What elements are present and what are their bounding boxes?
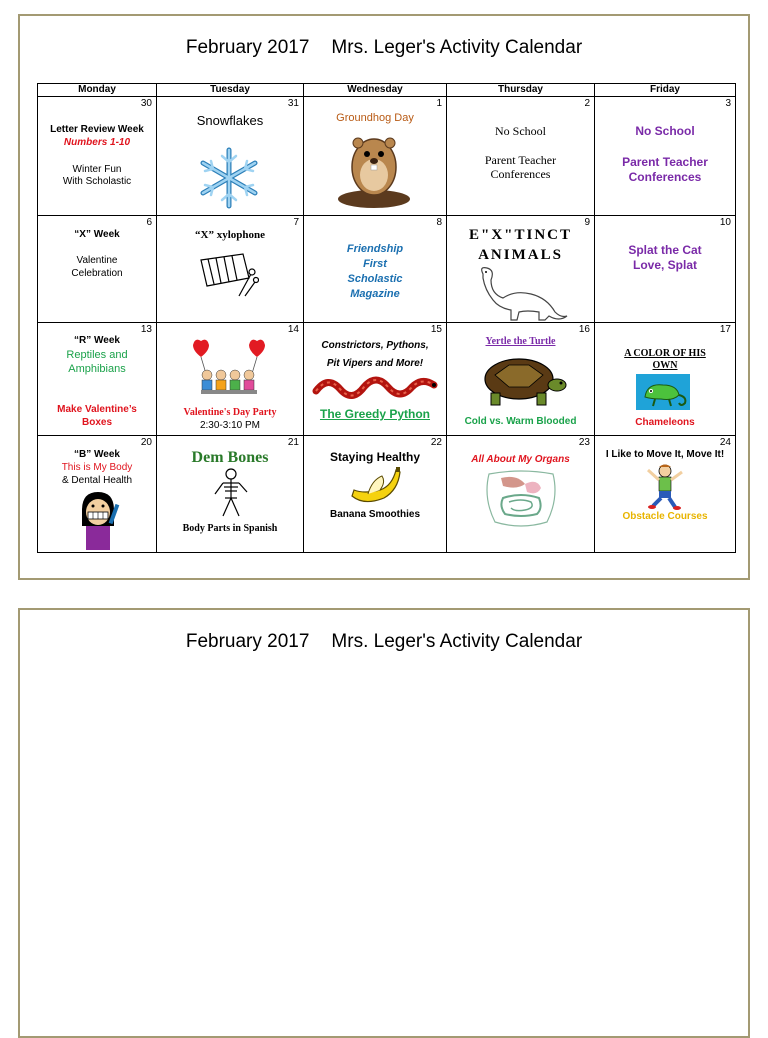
date-number: 30 [140, 98, 152, 109]
xylophone-icon [199, 252, 259, 298]
groundhog-icon [334, 127, 414, 209]
date-number: 8 [436, 217, 442, 228]
date-number: 2 [584, 98, 590, 109]
activity-text: Magazine [350, 288, 400, 300]
activity-text: Dem Bones [191, 449, 269, 466]
snake-icon [312, 373, 440, 403]
activity-text: Numbers 1-10 [63, 137, 131, 148]
activity-text: Amphibians [68, 363, 126, 375]
date-number: 7 [293, 217, 299, 228]
activity-text: Celebration [71, 268, 123, 279]
activity-text: “X” xylophone [195, 229, 265, 241]
day-cell-feb20 [38, 436, 157, 553]
activity-text: Chameleons [635, 417, 695, 428]
skeleton-icon [211, 468, 251, 520]
activity-text: A COLOR OF HIS [624, 348, 706, 359]
activity-text: Splat the Cat [628, 243, 702, 257]
date-number: 3 [725, 98, 731, 109]
weekday-wednesday: Wednesday [304, 84, 447, 97]
page-title [20, 37, 748, 59]
activity-text: Conferences [628, 170, 702, 184]
date-number: 15 [430, 324, 442, 335]
activity-text: 2:30-3:10 PM [199, 420, 261, 431]
activity-text: Boxes [81, 417, 112, 428]
activity-text: Winter Fun [72, 164, 122, 175]
activity-text: Staying Healthy [329, 450, 421, 464]
activity-text: With Scholastic [62, 176, 132, 187]
activity-text: Letter Review Week [50, 124, 144, 135]
date-number: 21 [287, 437, 299, 448]
date-number: 24 [719, 437, 731, 448]
activity-text: “X” Week [74, 229, 120, 240]
date-number: 16 [578, 324, 590, 335]
calendar-page-1 [18, 14, 750, 580]
week-row-2 [38, 216, 736, 323]
activity-text: Conferences [490, 167, 551, 181]
calendar-table [37, 83, 736, 553]
activity-text: ANIMALS [478, 247, 563, 263]
date-number: 13 [140, 324, 152, 335]
day-cell-feb8 [304, 216, 447, 323]
weekday-friday: Friday [595, 84, 736, 97]
title-name: Mrs. Leger's Activity Calendar [331, 37, 583, 58]
day-cell-feb15 [304, 323, 447, 436]
activity-text: Parent Teacher [622, 155, 708, 169]
day-cell-feb10 [595, 216, 736, 323]
page-title [20, 631, 748, 653]
activity-text: OWN [652, 360, 678, 371]
day-cell-feb1 [304, 97, 447, 216]
date-number: 23 [578, 437, 590, 448]
activity-text: Cold vs. Warm Blooded [464, 416, 577, 427]
snowflake-icon [185, 147, 273, 209]
activity-text: Yertle the Turtle [485, 336, 556, 347]
day-cell-feb6 [38, 216, 157, 323]
weekday-tuesday: Tuesday [157, 84, 304, 97]
day-cell-jan30 [38, 97, 157, 216]
day-cell-feb21 [157, 436, 304, 553]
day-cell-feb24 [595, 436, 736, 553]
date-number: 10 [719, 217, 731, 228]
weekday-monday: Monday [38, 84, 157, 97]
activity-text: Parent Teacher [484, 153, 557, 167]
activity-text: Make Valentine’s [57, 404, 137, 415]
date-number: 9 [584, 217, 590, 228]
day-cell-feb17 [595, 323, 736, 436]
activity-text: “R” Week [74, 335, 120, 346]
activity-text: Constrictors, Pythons, [321, 340, 429, 351]
activity-text: Pit Vipers and More! [326, 358, 424, 369]
activity-text: I Like to Move It, Move It! [605, 449, 725, 460]
calendar-page-2 [18, 608, 750, 1038]
activity-text: Snowflakes [196, 113, 264, 128]
chameleon-icon [635, 373, 691, 411]
activity-text: No School [635, 124, 695, 138]
day-cell-feb22 [304, 436, 447, 553]
activity-text: All About My Organs [471, 454, 570, 465]
day-cell-feb3 [595, 97, 736, 216]
banana-icon [346, 466, 404, 506]
activity-text: First [363, 258, 387, 270]
activity-text: “B” Week [74, 449, 120, 460]
activity-text: Scholastic [347, 273, 403, 285]
activity-text: No School [495, 124, 546, 138]
activity-text: & Dental Health [61, 475, 133, 486]
date-number: 22 [430, 437, 442, 448]
weekday-header-row [38, 84, 736, 97]
date-number: 1 [436, 98, 442, 109]
date-number: 17 [719, 324, 731, 335]
girl-toothbrush-icon [74, 490, 124, 550]
title-month: February 2017 [185, 37, 310, 58]
activity-text: E"X"TINCT [468, 227, 572, 243]
activity-text: The Greedy Python [319, 407, 431, 421]
day-cell-feb13 [38, 323, 157, 436]
organs-icon [481, 468, 561, 530]
activity-text: Valentine's Day Party [183, 407, 277, 418]
activity-text: Banana Smoothies [329, 509, 421, 520]
date-number: 31 [287, 98, 299, 109]
dinosaur-icon [469, 264, 569, 322]
date-number: 6 [146, 217, 152, 228]
activity-text: Reptiles and [66, 349, 128, 361]
title-name: Mrs. Leger's Activity Calendar [331, 631, 583, 652]
day-cell-feb14 [157, 323, 304, 436]
day-cell-feb23 [447, 436, 595, 553]
day-cell-feb2 [447, 97, 595, 216]
title-month: February 2017 [185, 631, 310, 652]
day-cell-feb16 [447, 323, 595, 436]
activity-text: Valentine [76, 255, 118, 266]
day-cell-jan31 [157, 97, 304, 216]
date-number: 20 [140, 437, 152, 448]
week-row-1 [38, 97, 736, 216]
date-number: 14 [287, 324, 299, 335]
activity-text: Groundhog Day [336, 112, 414, 124]
activity-text: This is My Body [61, 462, 133, 473]
day-cell-feb7 [157, 216, 304, 323]
activity-text: Obstacle Courses [622, 511, 708, 522]
activity-text: Body Parts in Spanish [182, 523, 278, 534]
weekday-thursday: Thursday [447, 84, 595, 97]
kids-balloons-icon [191, 339, 269, 397]
week-row-4 [38, 436, 736, 553]
activity-text: Love, Splat [632, 258, 697, 272]
turtle-icon [475, 353, 567, 409]
activity-text: Friendship [346, 243, 404, 255]
day-cell-feb9 [447, 216, 595, 323]
week-row-3 [38, 323, 736, 436]
kid-dancing-icon [645, 462, 685, 510]
